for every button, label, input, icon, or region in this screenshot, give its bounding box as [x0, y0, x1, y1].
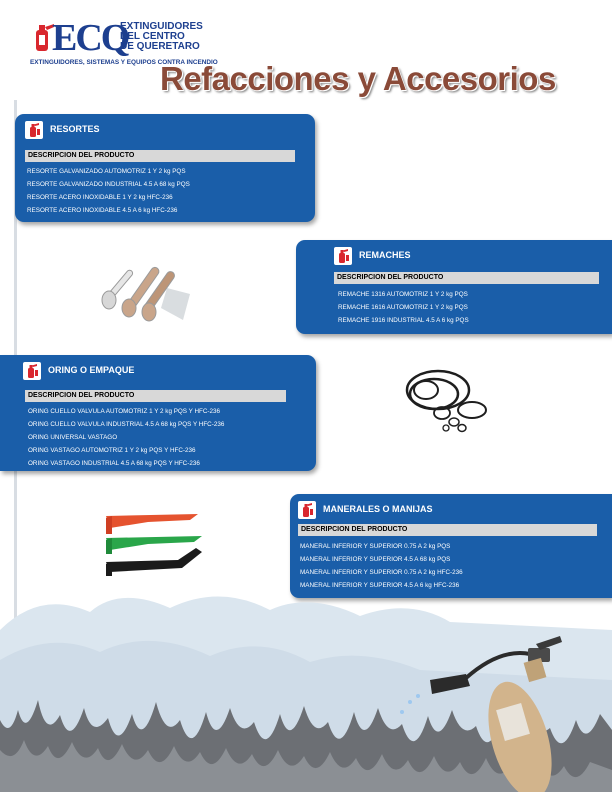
section-title: RESORTES [50, 124, 100, 134]
list-item: RESORTE GALVANIZADO INDUSTRIAL 4.5 A 68 kg PQS [27, 181, 190, 188]
orings-image [400, 368, 496, 440]
section-title: MANERALES O MANIJAS [323, 504, 433, 514]
section-resortes [15, 114, 315, 222]
company-name-line: DE QUERETARO [120, 41, 200, 52]
list-item: RESORTE ACERO INOXIDABLE 4.5 A 6 kg HFC-236 [27, 207, 178, 214]
rivets-image [95, 258, 205, 330]
section-remaches [296, 240, 612, 334]
list-item: RESORTE GALVANIZADO AUTOMOTRIZ 1 Y 2 kg PQS [27, 168, 186, 175]
company-tagline: EXTINGUIDORES, SISTEMAS Y EQUIPOS CONTRA INCENDIO [30, 59, 218, 66]
list-item: REMACHE 1316 AUTOMOTRIZ 1 Y 2 kg PQS [338, 291, 468, 298]
product-list [300, 540, 463, 592]
page-title: Refacciones y Accesorios [160, 60, 556, 97]
list-item: ORING VASTAGO INDUSTRIAL 4.5 A 68 kg PQS Y HFC-236 [28, 460, 200, 467]
fire-extinguisher-icon [298, 501, 316, 519]
fire-extinguisher-icon [23, 362, 41, 380]
section-oring [0, 355, 316, 471]
list-item: ORING VASTAGO AUTOMOTRIZ 1 Y 2 kg PQS Y HFC-236 [28, 447, 196, 454]
list-item: MANERAL INFERIOR Y SUPERIOR 0.75 A 2 kg PQS [300, 543, 451, 550]
list-item: ORING CUELLO VALVULA AUTOMOTRIZ 1 Y 2 kg PQS Y HFC-236 [28, 408, 221, 415]
list-item: RESORTE ACERO INOXIDABLE 1 Y 2 kg HFC-236 [27, 194, 173, 201]
company-name [120, 22, 260, 52]
description-header: DESCRIPCION DEL PRODUCTO [334, 272, 599, 284]
section-title: REMACHES [359, 250, 411, 260]
logo-letters: ECQ [52, 17, 129, 59]
description-header: DESCRIPCION DEL PRODUCTO [25, 150, 295, 162]
fire-extinguisher-icon [334, 247, 352, 265]
list-item: MANERAL INFERIOR Y SUPERIOR 4.5 A 68 kg PQS [300, 556, 451, 563]
list-item: MANERAL INFERIOR Y SUPERIOR 4.5 A 6 kg HFC-236 [300, 582, 460, 589]
flames-decoration [0, 590, 612, 792]
company-name-line: EXTINGUIDORES [120, 21, 203, 32]
section-title: ORING O EMPAQUE [48, 365, 135, 375]
description-header: DESCRIPCION DEL PRODUCTO [298, 524, 597, 536]
product-list [28, 405, 224, 470]
product-list [27, 165, 190, 217]
company-name-line: DEL CENTRO [120, 31, 185, 42]
product-list [338, 288, 469, 327]
list-item: MANERAL INFERIOR Y SUPERIOR 0.75 A 2 kg HFC-236 [300, 569, 463, 576]
handles-image [98, 512, 214, 582]
section-manerales [290, 494, 612, 598]
fire-extinguisher-icon [25, 121, 43, 139]
list-item: ORING UNIVERSAL VASTAGO [28, 434, 118, 441]
list-item: REMACHE 1616 AUTOMOTRIZ 1 Y 2 kg PQS [338, 304, 468, 311]
list-item: ORING CUELLO VALVULA INDUSTRIAL 4.5 A 68 kg PQS Y HFC-236 [28, 421, 225, 428]
list-item: REMACHE 1916 INDUSTRIAL 4.5 A 6 kg PQS [338, 317, 469, 324]
description-header: DESCRIPCION DEL PRODUCTO [25, 390, 286, 402]
